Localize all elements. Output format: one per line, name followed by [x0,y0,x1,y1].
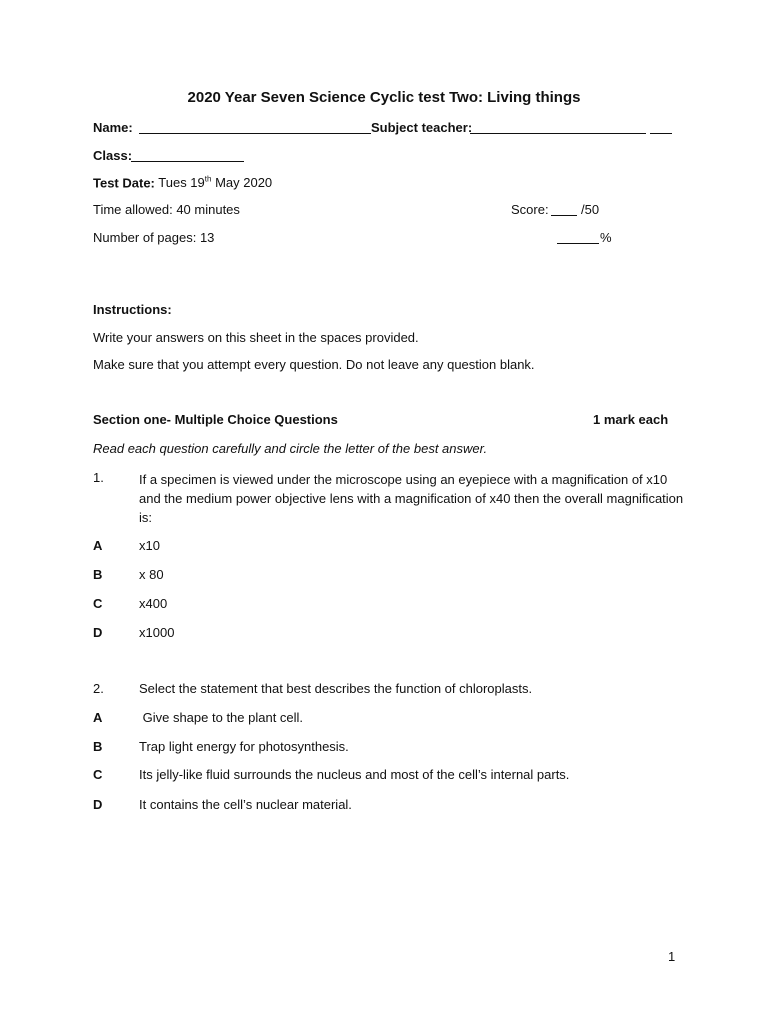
subject-teacher-blank[interactable] [470,121,646,134]
score-blank[interactable] [551,203,577,216]
question-2-number: 2. [93,681,104,696]
section-marks: 1 mark each [593,412,669,427]
question-2-option-a-text: Give shape to the plant cell. [139,710,304,725]
question-1-number: 1. [93,470,104,485]
instructions-heading: Instructions: [93,302,172,317]
question-2-option-d-letter[interactable]: D [93,797,103,812]
number-of-pages: Number of pages: 13 [93,230,215,245]
class-label: Class: [93,148,133,163]
class-blank[interactable] [131,149,244,162]
question-2-option-b-text: Trap light energy for photosynthesis. [139,739,349,754]
time-allowed: Time allowed: 40 minutes [93,202,240,217]
test-date [93,175,272,190]
section-directions: Read each question carefully and circle the letter of the best answer. [93,441,488,456]
question-2-option-c-text: Its jelly-like fluid surrounds the nucleus and most of the cell’s internal parts. [139,767,570,782]
question-2-option-d-text: It contains the cell’s nuclear material. [139,797,352,812]
question-1-option-d-text: x1000 [139,625,175,640]
question-1-option-c-text: x400 [139,596,168,611]
section-heading: Section one- Multiple Choice Questions [93,412,338,427]
question-1-option-d-letter[interactable]: D [93,625,103,640]
question-2-text: Select the statement that best describes the function of chloroplasts. [139,681,533,696]
question-2-option-a-letter[interactable]: A [93,710,103,725]
question-1-option-c-letter[interactable]: C [93,596,103,611]
test-date-label: Test Date: [93,175,155,191]
question-2-option-c-letter[interactable]: C [93,767,103,782]
test-date-value: Tues 19th May 2020 [158,175,273,191]
page-title: 2020 Year Seven Science Cyclic test Two: Living things [187,89,581,106]
question-1-option-a-letter[interactable]: A [93,538,103,553]
subject-teacher-label: Subject teacher: [371,120,473,135]
question-1-text: If a specimen is viewed under the microscope using an eyepiece with a magnification of x10 and the medium power objective lens with a magnification of x40 then the overall magnification is: [139,472,684,525]
question-1-option-b-letter[interactable]: B [93,567,103,582]
name-label: Name: [93,120,133,135]
percent-blank[interactable] [557,231,599,244]
question-1-option-a-text: x10 [139,538,160,553]
percent-sign: % [600,230,612,245]
instructions-line-2: Make sure that you attempt every question. Do not leave any question blank. [93,357,535,372]
question-1-option-b-text: x 80 [139,567,164,582]
name-blank[interactable] [139,121,371,134]
instructions-line-1: Write your answers on this sheet in the spaces provided. [93,330,419,345]
score-label: Score: [511,202,549,217]
score-total: /50 [581,202,600,217]
subject-teacher-blank-extra[interactable] [650,121,672,134]
page-number: 1 [668,949,676,964]
question-2-option-b-letter[interactable]: B [93,739,103,754]
